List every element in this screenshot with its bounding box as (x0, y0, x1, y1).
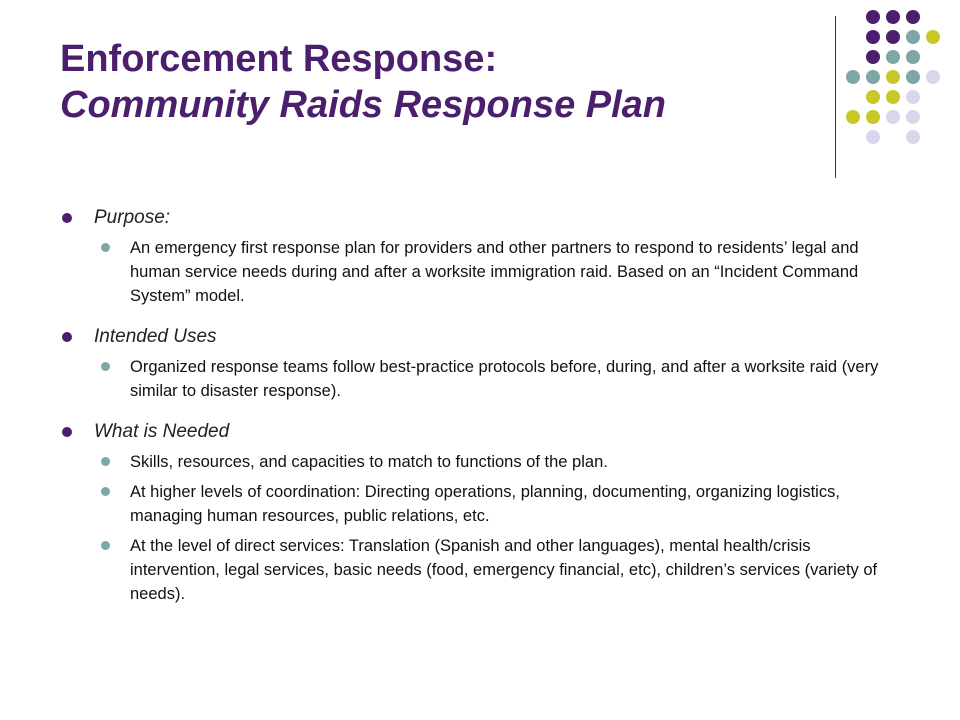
slide-title (60, 36, 820, 128)
decorative-dot (926, 70, 940, 84)
decorative-dot (886, 110, 900, 124)
vertical-divider (835, 16, 836, 178)
sub-bullet-icon (101, 362, 110, 371)
sub-bullet-icon (101, 487, 110, 496)
section-heading: What is Needed (94, 421, 230, 442)
list-item-text: At higher levels of coordination: Directing operations, planning, documenting, organizing logistics, managing human resources, public relations, etc. (130, 483, 840, 525)
list-item-text: Skills, resources, and capacities to match to functions of the plan. (130, 453, 608, 471)
decorative-dot (906, 70, 920, 84)
sub-bullet-icon (101, 541, 110, 550)
slide-content (60, 205, 900, 614)
decorative-dot (866, 70, 880, 84)
title-line-2: Community Raids Response Plan (60, 84, 667, 126)
bullet-icon (62, 332, 72, 342)
section-what-is-needed (60, 419, 900, 606)
decorative-dot (906, 10, 920, 24)
list-item-text: At the level of direct services: Translation (Spanish and other languages), mental health/crisis intervention, legal services, basic needs (food, emergency financial, etc), children’s services (variety of needs). (130, 537, 878, 603)
list-item (94, 355, 900, 403)
decorative-dot (866, 90, 880, 104)
decorative-dot (866, 50, 880, 64)
decorative-dot (866, 30, 880, 44)
decorative-dot (906, 30, 920, 44)
section-heading: Intended Uses (94, 326, 217, 347)
decorative-dot (906, 90, 920, 104)
title-line-1: Enforcement Response: (60, 38, 498, 80)
decorative-dot-grid (846, 10, 950, 160)
decorative-dot (886, 10, 900, 24)
list-item (94, 534, 900, 606)
list-item (94, 450, 900, 474)
decorative-dot (886, 50, 900, 64)
list-item-text: Organized response teams follow best-practice protocols before, during, and after a worksite raid (very similar to disaster response). (130, 358, 879, 400)
section-intended-uses (60, 324, 900, 403)
list-item-text: An emergency first response plan for providers and other partners to respond to residents’ legal and human service needs during and after a worksite immigration raid. Based on an “Incident Command System” model. (130, 239, 859, 305)
decorative-dot (886, 30, 900, 44)
list-item (94, 480, 900, 528)
list-item (94, 236, 900, 308)
decorative-dot (866, 130, 880, 144)
bullet-icon (62, 213, 72, 223)
decorative-dot (866, 110, 880, 124)
sub-bullet-icon (101, 243, 110, 252)
bullet-icon (62, 427, 72, 437)
decorative-dot (906, 130, 920, 144)
section-purpose (60, 205, 900, 308)
section-heading: Purpose: (94, 207, 171, 228)
decorative-dot (846, 110, 860, 124)
decorative-dot (866, 10, 880, 24)
decorative-dot (926, 30, 940, 44)
decorative-dot (906, 50, 920, 64)
decorative-dot (886, 90, 900, 104)
sub-bullet-icon (101, 457, 110, 466)
decorative-dot (846, 70, 860, 84)
decorative-dot (886, 70, 900, 84)
decorative-dot (906, 110, 920, 124)
